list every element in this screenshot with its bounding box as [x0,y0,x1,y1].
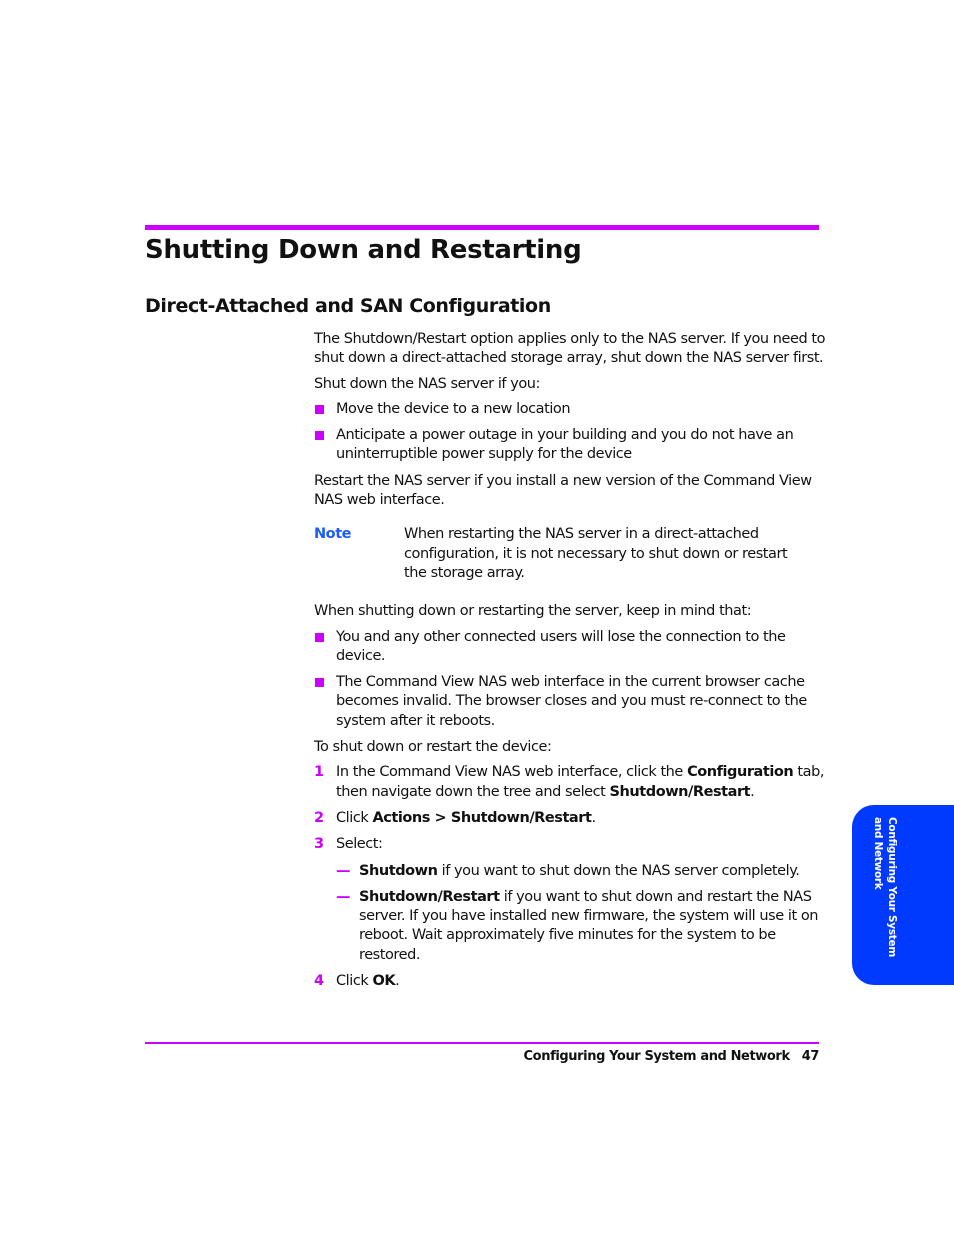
chapter-title: Shutting Down and Restarting [145,235,582,265]
restart-paragraph: Restart the NAS server if you install a new version of the Command View NAS web interface. [314,472,812,509]
step-text: . [395,973,400,990]
step-number: 1 [314,764,324,781]
step-number: 2 [314,809,324,826]
keep-in-mind-list [314,628,829,731]
step-text: Select: [336,836,383,853]
step-text: Click [336,973,373,990]
section-title: Direct-Attached and SAN Configuration [145,295,551,317]
shutdown-reasons-list [314,400,829,465]
option-bold-text: Shutdown [359,862,438,879]
list-item-text: Anticipate a power outage in your building and you do not have an uninterruptible power supply for the device [336,427,794,463]
square-bullet-icon [315,633,324,642]
to-shut-down-paragraph: To shut down or restart the device: [314,739,552,756]
select-option [314,862,829,881]
step-item [314,763,829,802]
step-text: . [591,809,596,826]
square-bullet-icon [315,405,324,414]
chapter-thumb-tab-text: Configuring Your System and Network [872,817,898,957]
step-bold-text: Actions > Shutdown/Restart [372,809,592,826]
dash-bullet-icon: — [336,888,351,905]
note-label: Note [314,526,352,543]
square-bullet-icon [315,431,324,440]
body-content [314,330,829,998]
option-text: if you want to shut down and restart the NAS server. If you have installed new firmware, the system will use it on reboot. Wait approximately five minutes for the system to be restored. [359,888,819,963]
chapter-thumb-tab [852,805,954,985]
step-number: 4 [314,973,324,990]
bottom-rule [145,1042,819,1044]
footer-chapter-title: Configuring Your System and Network [523,1049,790,1064]
step-bold-text: Shutdown/Restart [609,783,751,800]
dash-bullet-icon: — [336,862,351,879]
step-item [314,809,829,828]
list-item-text: The Command View NAS web interface in the current browser cache becomes invalid. The browser closes and you must re-connect to the system after it reboots. [336,674,807,729]
step-text: tab, then navigate down the tree and select [336,764,824,800]
keep-in-mind-paragraph: When shutting down or restarting the server, keep in mind that: [314,603,752,620]
option-text: if you want to shut down the NAS server completely. [437,862,800,879]
list-item-text: Move the device to a new location [336,400,571,417]
step-text: In the Command View NAS web interface, click the [336,764,688,781]
steps-list [314,763,829,991]
step-text: . [750,783,755,800]
step-item [314,972,829,991]
shutdown-if-paragraph: Shut down the NAS server if you: [314,375,540,392]
page-footer [524,1049,819,1064]
intro-paragraph: The Shutdown/Restart option applies only to the NAS server. If you need to shut down a direct-attached storage array, shut down the NAS server first. [314,331,826,367]
option-bold-text: Shutdown/Restart [359,888,500,905]
square-bullet-icon [315,678,324,687]
list-item-text: You and any other connected users will lose the connection to the device. [336,628,786,664]
list-item [314,426,829,465]
note-text: When restarting the NAS server in a direct-attached configuration, it is not necessary to shut down or restart the storage array. [404,526,788,581]
top-rule [145,225,819,230]
step-number: 3 [314,836,324,853]
step-text: Click [336,809,373,826]
step-bold-text: OK [372,973,396,990]
page-number: 47 [801,1049,819,1064]
step-item [314,835,829,854]
select-option [314,888,829,965]
list-item [314,628,829,667]
list-item [314,400,829,419]
step-bold-text: Configuration [687,764,794,781]
note-box [314,525,829,583]
list-item [314,673,829,731]
